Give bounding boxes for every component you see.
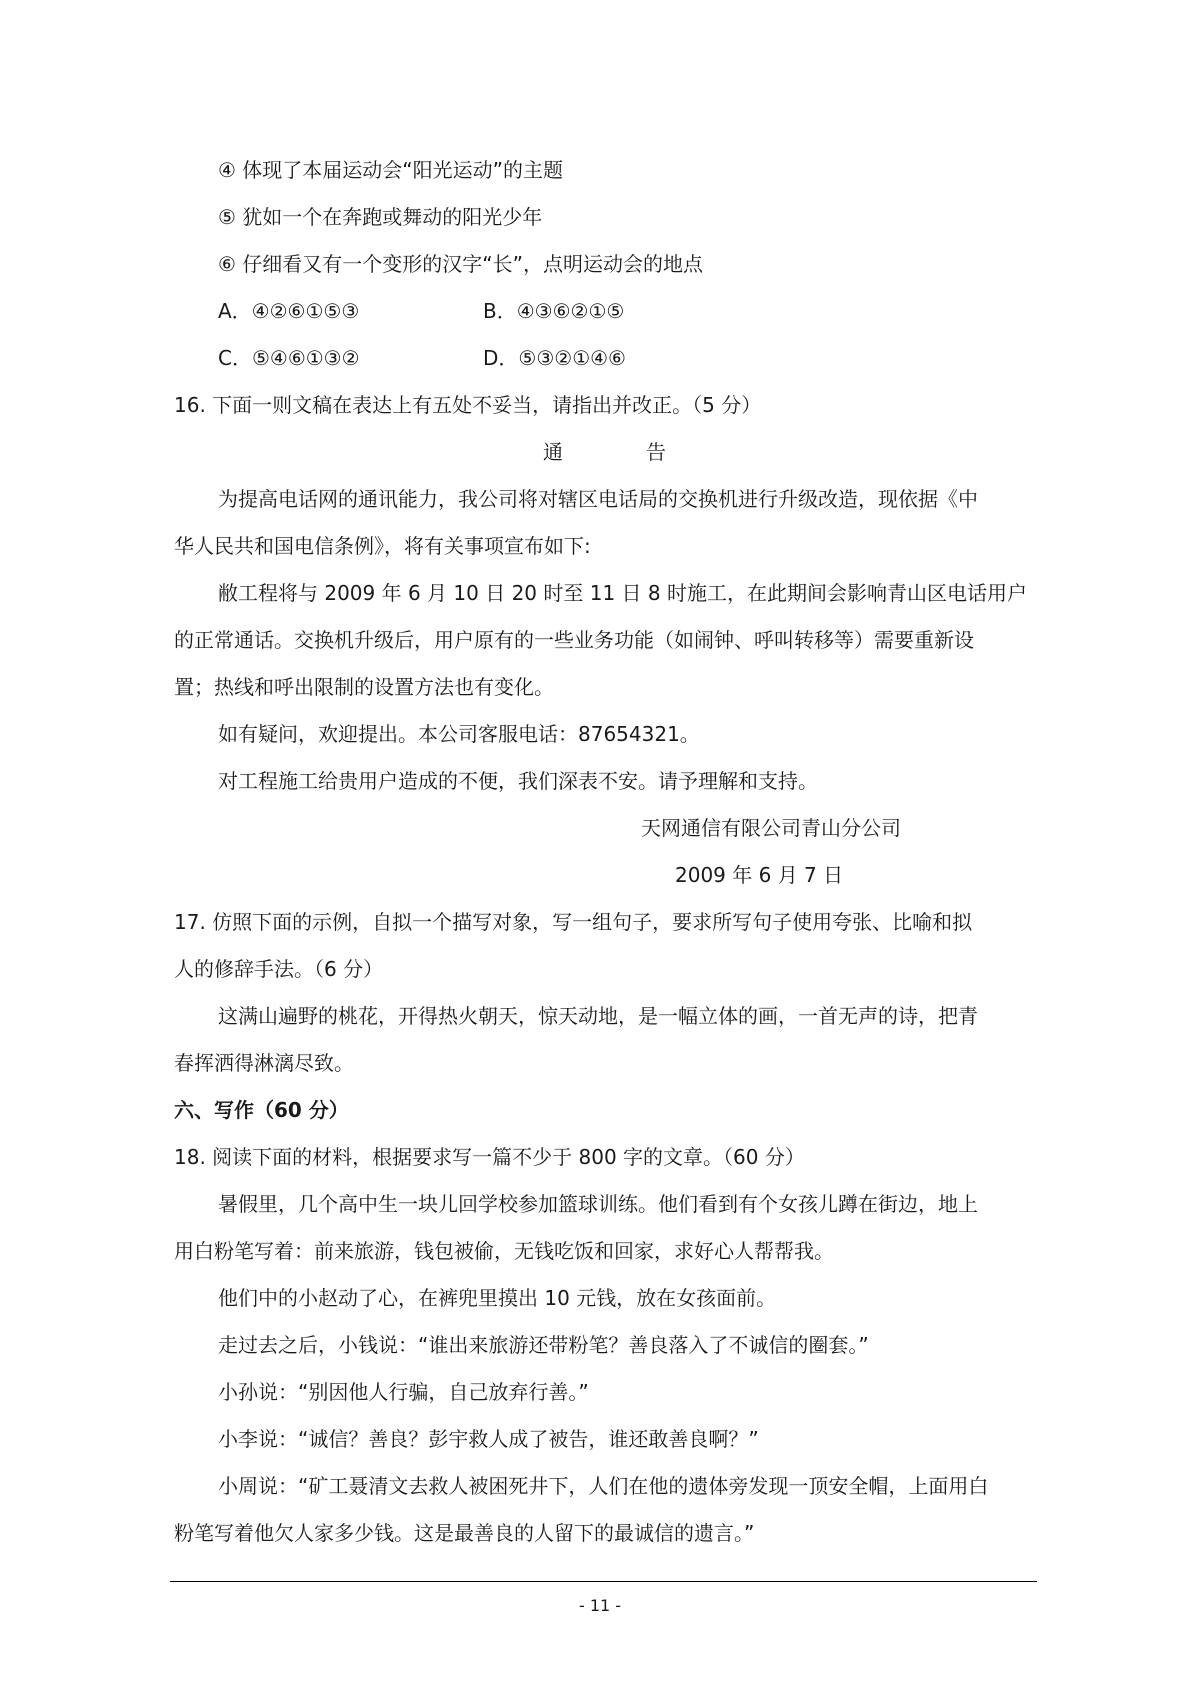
notice-paragraph-1-line-1: 为提高电话网的通讯能力，我公司将对辖区电话局的交换机进行升级改造，现依据《中 bbox=[218, 487, 978, 511]
section-6-heading: 六、写作（60 分） bbox=[174, 1098, 349, 1122]
notice-paragraph-3: 如有疑问，欢迎提出。本公司客服电话：87654321。 bbox=[218, 722, 700, 746]
notice-paragraph-1-line-2: 华人民共和国电信条例》，将有关事项宣布如下: bbox=[174, 534, 591, 558]
notice-title-left: 通 bbox=[543, 440, 563, 464]
choice-a: A．④②⑥①⑤③ bbox=[218, 299, 360, 323]
notice-title-right: 告 bbox=[646, 440, 666, 464]
page-number: - 11 - bbox=[578, 1596, 622, 1615]
question-18-stem: 18. 阅读下面的材料，根据要求写一篇不少于 800 字的文章。（60 分） bbox=[174, 1145, 805, 1169]
material-paragraph-2: 他们中的小赵动了心，在裤兜里摸出 10 元钱，放在女孩面前。 bbox=[218, 1286, 777, 1310]
ordering-item-5: ⑤ 犹如一个在奔跑或舞动的阳光少年 bbox=[218, 205, 543, 229]
notice-paragraph-2-line-3: 置；热线和呼出限制的设置方法也有变化。 bbox=[174, 675, 554, 699]
notice-signature: 天网通信有限公司青山分公司 bbox=[641, 816, 901, 840]
choice-d: D．⑤③②①④⑥ bbox=[483, 346, 626, 370]
material-paragraph-6-line-1: 小周说：“矿工聂清文去救人被困死井下，人们在他的遗体旁发现一顶安全帽，上面用白 bbox=[218, 1474, 989, 1498]
notice-paragraph-4: 对工程施工给贵用户造成的不便，我们深表不安。请予理解和支持。 bbox=[218, 769, 818, 793]
material-paragraph-1-line-1: 暑假里，几个高中生一块儿回学校参加篮球训练。他们看到有个女孩儿蹲在街边，地上 bbox=[218, 1192, 978, 1216]
question-17-example-line-1: 这满山遍野的桃花，开得热火朝天，惊天动地，是一幅立体的画，一首无声的诗，把青 bbox=[218, 1004, 978, 1028]
footer-divider bbox=[170, 1581, 1037, 1582]
notice-paragraph-2-line-1: 敝工程将与 2009 年 6 月 10 日 20 时至 11 日 8 时施工，在此期间会影响青山区电话用户 bbox=[218, 581, 1027, 605]
choice-b: B．④③⑥②①⑤ bbox=[483, 299, 625, 323]
notice-date: 2009 年 6 月 7 日 bbox=[675, 863, 844, 887]
material-paragraph-6-line-2: 粉笔写着他欠人家多少钱。这是最善良的人留下的最诚信的遗言。” bbox=[174, 1521, 755, 1545]
material-paragraph-4: 小孙说：“别因他人行骗，自己放弃行善。” bbox=[218, 1380, 589, 1404]
material-paragraph-5: 小李说：“诚信？善良？彭宇救人成了被告，谁还敢善良啊？” bbox=[218, 1427, 759, 1451]
notice-paragraph-2-line-2: 的正常通话。交换机升级后，用户原有的一些业务功能（如闹钟、呼叫转移等）需要重新设 bbox=[174, 628, 974, 652]
ordering-item-4: ④ 体现了本届运动会“阳光运动”的主题 bbox=[218, 158, 564, 182]
question-17-stem-line-2: 人的修辞手法。（6 分） bbox=[174, 957, 384, 981]
question-16-stem: 16. 下面一则文稿在表达上有五处不妥当，请指出并改正。（5 分） bbox=[174, 393, 762, 417]
material-paragraph-3: 走过去之后，小钱说：“谁出来旅游还带粉笔？善良落入了不诚信的圈套。” bbox=[218, 1333, 869, 1357]
ordering-item-6: ⑥ 仔细看又有一个变形的汉字“长”，点明运动会的地点 bbox=[218, 252, 704, 276]
choice-c: C．⑤④⑥①③② bbox=[218, 346, 360, 370]
material-paragraph-1-line-2: 用白粉笔写着：前来旅游，钱包被偷，无钱吃饭和回家，求好心人帮帮我。 bbox=[174, 1239, 834, 1263]
question-17-stem-line-1: 17. 仿照下面的示例，自拟一个描写对象，写一组句子，要求所写句子使用夸张、比喻和拟 bbox=[174, 910, 973, 934]
question-17-example-line-2: 春挥洒得淋漓尽致。 bbox=[174, 1051, 354, 1075]
